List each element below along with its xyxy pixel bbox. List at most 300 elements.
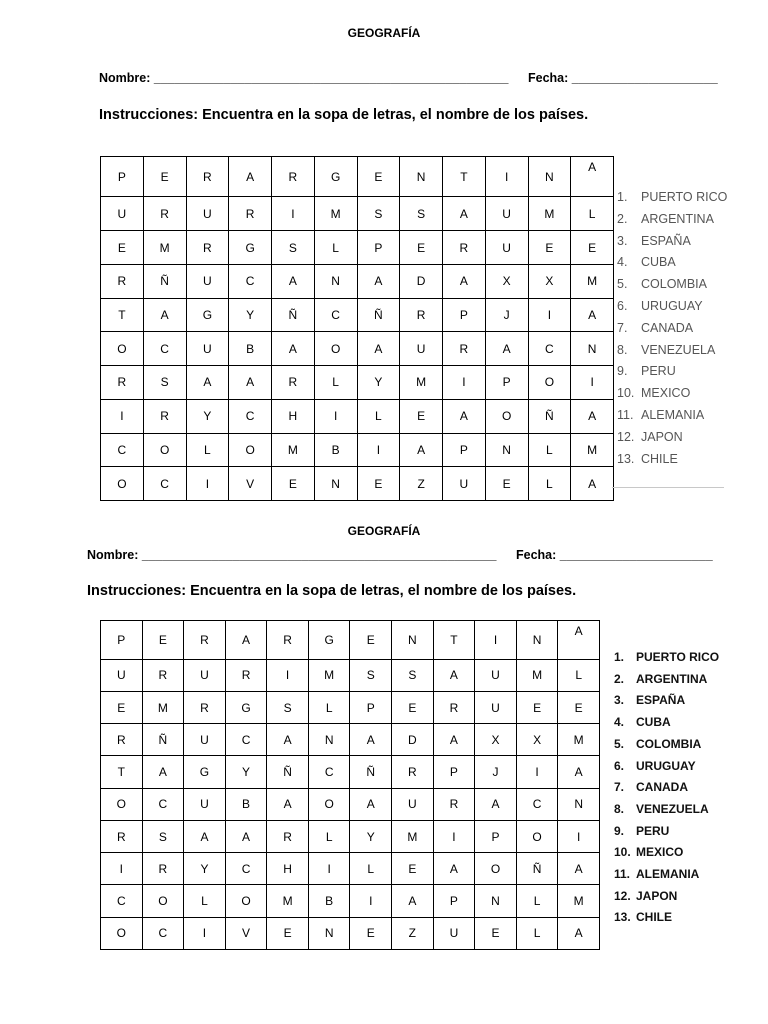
grid-cell: E: [272, 467, 315, 501]
list-number: 6.: [614, 758, 625, 773]
grid-cell: A: [142, 756, 184, 788]
grid-cell: U: [186, 264, 229, 298]
grid-cell: Ñ: [528, 399, 571, 433]
grid-cell: N: [400, 157, 443, 197]
grid-cell: M: [308, 659, 350, 691]
grid-cell: U: [184, 659, 226, 691]
country-item: [617, 231, 727, 253]
grid-cell: S: [143, 366, 186, 400]
grid-cell: A: [186, 366, 229, 400]
grid-cell: O: [485, 399, 528, 433]
country-name: CUBA: [641, 255, 676, 270]
grid-row: [101, 917, 600, 949]
grid-cell: N: [528, 157, 571, 197]
grid-cell: R: [184, 691, 226, 723]
country-item: [614, 777, 719, 799]
grid-cell: C: [143, 332, 186, 366]
grid-cell: J: [475, 756, 517, 788]
grid-cell: I: [443, 366, 486, 400]
grid-cell: I: [101, 399, 144, 433]
grid-cell: R: [229, 197, 272, 231]
grid-cell: A: [400, 433, 443, 467]
grid-cell: S: [142, 820, 184, 852]
word-search-grid: [100, 156, 614, 501]
grid-cell: R: [267, 621, 309, 660]
grid-cell: R: [186, 231, 229, 265]
grid-cell: A: [357, 264, 400, 298]
grid-cell: M: [143, 231, 186, 265]
grid-cell: E: [392, 691, 434, 723]
grid-cell: O: [314, 332, 357, 366]
grid-cell: I: [516, 756, 558, 788]
grid-row: [101, 756, 600, 788]
grid-cell: N: [558, 788, 600, 820]
country-item: [617, 318, 727, 340]
grid-row: [101, 853, 600, 885]
grid-cell: I: [186, 467, 229, 501]
grid-cell: Ñ: [267, 756, 309, 788]
grid-cell: P: [101, 157, 144, 197]
grid-cell: P: [485, 366, 528, 400]
grid-cell: P: [475, 820, 517, 852]
grid-cell: N: [314, 467, 357, 501]
grid-cell: I: [314, 399, 357, 433]
grid-row: [101, 621, 600, 660]
grid-cell: A: [571, 467, 614, 501]
fecha-field: Fecha: _____________________: [528, 71, 718, 85]
country-name: ESPAÑA: [641, 233, 691, 248]
grid-cell: A: [443, 197, 486, 231]
grid-cell: B: [229, 332, 272, 366]
country-name: CHILE: [636, 910, 672, 925]
grid-cell: I: [528, 298, 571, 332]
grid-row: [101, 298, 614, 332]
grid-cell: Ñ: [357, 298, 400, 332]
list-number: 2.: [617, 211, 628, 226]
grid-cell: A: [267, 724, 309, 756]
grid-cell: U: [184, 788, 226, 820]
fecha-field: Fecha: ______________________: [516, 548, 713, 562]
grid-row: [101, 820, 600, 852]
grid-cell: E: [516, 691, 558, 723]
instructions: Instrucciones: Encuentra en la sopa de letras, el nombre de los países.: [87, 583, 577, 599]
grid-cell: T: [101, 298, 144, 332]
grid-cell: I: [308, 853, 350, 885]
country-name: JAPON: [641, 429, 683, 444]
grid-cell: U: [485, 197, 528, 231]
country-item: [614, 799, 719, 821]
list-number: 2.: [614, 671, 625, 686]
grid-cell: A: [229, 366, 272, 400]
grid-cell: M: [267, 885, 309, 917]
country-item: [614, 712, 719, 734]
grid-row: [101, 231, 614, 265]
grid-cell: A: [350, 724, 392, 756]
list-number: 13.: [614, 910, 631, 925]
grid-cell: I: [558, 820, 600, 852]
country-item: [617, 209, 727, 231]
country-item: [617, 383, 727, 405]
country-item: [617, 361, 727, 383]
grid-cell: I: [267, 659, 309, 691]
grid-cell: A: [350, 788, 392, 820]
grid-cell: C: [229, 264, 272, 298]
grid-cell: D: [400, 264, 443, 298]
country-item: [617, 449, 727, 471]
grid-cell: L: [571, 197, 614, 231]
grid-cell: C: [314, 298, 357, 332]
grid-cell: V: [229, 467, 272, 501]
grid-cell: Y: [184, 853, 226, 885]
country-item: [614, 821, 719, 843]
country-name: MEXICO: [636, 845, 684, 860]
grid-cell: U: [101, 659, 143, 691]
grid-cell: O: [516, 820, 558, 852]
grid-cell: X: [475, 724, 517, 756]
grid-cell: A: [558, 621, 600, 660]
country-name: CHILE: [641, 451, 678, 466]
grid-cell: E: [350, 917, 392, 949]
grid-row: [101, 659, 600, 691]
country-name: JAPON: [636, 888, 678, 903]
grid-cell: U: [101, 197, 144, 231]
country-name: VENEZUELA: [636, 801, 709, 816]
grid-cell: U: [433, 917, 475, 949]
grid-cell: S: [392, 659, 434, 691]
country-item: [617, 405, 727, 427]
grid-cell: B: [225, 788, 267, 820]
grid-cell: R: [186, 157, 229, 197]
grid-cell: N: [475, 885, 517, 917]
country-name: ALEMANIA: [636, 867, 700, 882]
country-name: CUBA: [636, 715, 671, 730]
grid-cell: A: [272, 332, 315, 366]
grid-cell: N: [392, 621, 434, 660]
grid-cell: R: [392, 756, 434, 788]
grid-cell: Ñ: [272, 298, 315, 332]
instructions: Instrucciones: Encuentra en la sopa de letras, el nombre de los países.: [99, 107, 589, 123]
grid-cell: A: [558, 917, 600, 949]
list-number: 8.: [617, 342, 628, 357]
grid-cell: O: [229, 433, 272, 467]
country-name: PUERTO RICO: [636, 650, 720, 664]
country-item: [617, 296, 727, 318]
grid-cell: E: [267, 917, 309, 949]
grid-row: [101, 724, 600, 756]
country-name: MEXICO: [641, 386, 691, 401]
grid-cell: Ñ: [143, 264, 186, 298]
grid-cell: U: [392, 788, 434, 820]
grid-cell: L: [350, 853, 392, 885]
grid-cell: R: [225, 659, 267, 691]
grid-cell: I: [433, 820, 475, 852]
grid-cell: A: [225, 621, 267, 660]
grid-cell: A: [433, 853, 475, 885]
country-list: [617, 187, 727, 470]
country-item: [614, 842, 719, 864]
grid-cell: X: [528, 264, 571, 298]
grid-cell: P: [101, 621, 143, 660]
country-item: [617, 427, 727, 449]
grid-cell: C: [225, 724, 267, 756]
grid-cell: A: [433, 724, 475, 756]
grid-cell: V: [225, 917, 267, 949]
grid-cell: P: [443, 298, 486, 332]
grid-cell: H: [267, 853, 309, 885]
list-number: 4.: [617, 255, 628, 270]
grid-cell: C: [101, 885, 143, 917]
grid-cell: M: [516, 659, 558, 691]
grid-cell: O: [308, 788, 350, 820]
grid-cell: S: [350, 659, 392, 691]
grid-cell: L: [357, 399, 400, 433]
grid-cell: Y: [357, 366, 400, 400]
grid-cell: E: [350, 621, 392, 660]
grid-cell: A: [558, 756, 600, 788]
country-item: [614, 886, 719, 908]
grid-cell: R: [267, 820, 309, 852]
grid-cell: U: [443, 467, 486, 501]
grid-cell: C: [229, 399, 272, 433]
grid-cell: G: [314, 157, 357, 197]
country-item: [614, 907, 719, 929]
grid-cell: R: [101, 724, 143, 756]
grid-cell: I: [357, 433, 400, 467]
grid-cell: B: [314, 433, 357, 467]
grid-cell: Y: [186, 399, 229, 433]
list-number: 12.: [617, 429, 635, 444]
grid-cell: U: [475, 691, 517, 723]
list-number: 3.: [617, 233, 628, 248]
grid-cell: G: [186, 298, 229, 332]
country-name: ARGENTINA: [636, 671, 708, 686]
grid-cell: E: [101, 231, 144, 265]
list-number: 11.: [614, 867, 631, 882]
list-number: 5.: [617, 277, 628, 292]
grid-cell: G: [308, 621, 350, 660]
grid-cell: I: [475, 621, 517, 660]
grid-cell: M: [314, 197, 357, 231]
grid-cell: M: [392, 820, 434, 852]
grid-cell: E: [143, 157, 186, 197]
grid-cell: S: [267, 691, 309, 723]
country-name: CANADA: [641, 320, 694, 335]
grid-cell: Y: [229, 298, 272, 332]
country-item: [614, 669, 719, 691]
list-number: 1.: [617, 190, 628, 204]
word-search-grid: [100, 620, 600, 950]
country-item: [617, 340, 727, 362]
grid-cell: G: [184, 756, 226, 788]
grid-cell: I: [571, 366, 614, 400]
grid-cell: R: [433, 691, 475, 723]
grid-cell: P: [433, 885, 475, 917]
grid-cell: N: [314, 264, 357, 298]
grid-cell: E: [357, 467, 400, 501]
grid-cell: N: [308, 917, 350, 949]
grid-cell: C: [142, 788, 184, 820]
grid-cell: O: [475, 853, 517, 885]
grid-cell: A: [558, 853, 600, 885]
grid-cell: C: [142, 917, 184, 949]
grid-cell: T: [433, 621, 475, 660]
country-name: URUGUAY: [636, 758, 696, 773]
grid-cell: P: [443, 433, 486, 467]
grid-cell: C: [308, 756, 350, 788]
grid-cell: S: [357, 197, 400, 231]
country-item: [614, 864, 719, 886]
grid-cell: U: [186, 197, 229, 231]
grid-cell: D: [392, 724, 434, 756]
list-number: 7.: [614, 780, 625, 795]
list-number: 1.: [614, 650, 625, 664]
grid-cell: E: [142, 621, 184, 660]
page-title: GEOGRAFÍA: [347, 524, 421, 538]
grid-cell: L: [528, 433, 571, 467]
grid-cell: A: [267, 788, 309, 820]
nombre-field: Nombre: ___________________________________________________: [99, 71, 509, 85]
grid-cell: A: [184, 820, 226, 852]
grid-cell: E: [475, 917, 517, 949]
grid-cell: G: [229, 231, 272, 265]
country-list: [614, 647, 719, 929]
country-item: [614, 734, 719, 756]
grid-row: [101, 433, 614, 467]
country-name: COLOMBIA: [641, 277, 707, 292]
grid-cell: M: [142, 691, 184, 723]
grid-row: [101, 691, 600, 723]
grid-row: [101, 197, 614, 231]
grid-cell: N: [516, 621, 558, 660]
grid-cell: A: [485, 332, 528, 366]
grid-cell: R: [272, 157, 315, 197]
grid-row: [101, 264, 614, 298]
country-item: [614, 647, 719, 669]
grid-cell: I: [184, 917, 226, 949]
list-number: 10.: [617, 386, 635, 401]
grid-cell: A: [229, 157, 272, 197]
grid-cell: P: [357, 231, 400, 265]
grid-cell: M: [571, 264, 614, 298]
grid-cell: O: [101, 917, 143, 949]
grid-cell: X: [516, 724, 558, 756]
grid-cell: A: [392, 885, 434, 917]
grid-row: [101, 399, 614, 433]
grid-cell: O: [101, 467, 144, 501]
country-name: COLOMBIA: [636, 736, 702, 751]
grid-cell: P: [350, 691, 392, 723]
grid-cell: A: [571, 298, 614, 332]
grid-cell: M: [558, 885, 600, 917]
country-name: PERU: [636, 823, 670, 838]
country-item: [617, 187, 727, 209]
grid-cell: A: [357, 332, 400, 366]
list-number: 3.: [614, 693, 625, 708]
grid-cell: A: [443, 264, 486, 298]
grid-cell: L: [528, 467, 571, 501]
list-number: 9.: [617, 364, 628, 379]
list-number: 11.: [617, 407, 634, 422]
grid-cell: O: [143, 433, 186, 467]
country-name: ALEMANIA: [641, 407, 705, 422]
grid-cell: A: [272, 264, 315, 298]
grid-cell: R: [143, 399, 186, 433]
grid-cell: N: [485, 433, 528, 467]
grid-cell: R: [142, 853, 184, 885]
list-number: 6.: [617, 298, 628, 313]
list-number: 8.: [614, 801, 625, 816]
grid-cell: O: [142, 885, 184, 917]
grid-cell: R: [101, 366, 144, 400]
grid-cell: R: [272, 366, 315, 400]
grid-cell: A: [571, 399, 614, 433]
grid-cell: I: [272, 197, 315, 231]
grid-cell: A: [143, 298, 186, 332]
grid-cell: A: [571, 157, 614, 197]
grid-cell: R: [400, 298, 443, 332]
grid-cell: Z: [392, 917, 434, 949]
list-number: 10.: [614, 845, 631, 860]
country-item: [614, 756, 719, 778]
grid-cell: Ñ: [350, 756, 392, 788]
grid-cell: E: [558, 691, 600, 723]
list-number: 7.: [617, 320, 628, 335]
list-number: 9.: [614, 823, 625, 838]
grid-cell: E: [400, 399, 443, 433]
country-name: PUERTO RICO: [641, 190, 728, 204]
country-name: VENEZUELA: [641, 342, 716, 357]
grid-cell: M: [272, 433, 315, 467]
grid-cell: C: [528, 332, 571, 366]
grid-cell: H: [272, 399, 315, 433]
grid-cell: M: [400, 366, 443, 400]
grid-cell: U: [400, 332, 443, 366]
grid-cell: T: [101, 756, 143, 788]
divider: [612, 487, 724, 488]
grid-cell: O: [225, 885, 267, 917]
grid-cell: A: [225, 820, 267, 852]
grid-cell: R: [143, 197, 186, 231]
list-number: 5.: [614, 736, 625, 751]
grid-cell: U: [186, 332, 229, 366]
grid-cell: P: [433, 756, 475, 788]
country-item: [614, 690, 719, 712]
grid-cell: L: [558, 659, 600, 691]
grid-cell: B: [308, 885, 350, 917]
grid-cell: J: [485, 298, 528, 332]
grid-cell: R: [142, 659, 184, 691]
grid-cell: U: [475, 659, 517, 691]
page-title: GEOGRAFÍA: [347, 26, 421, 40]
grid-cell: A: [433, 659, 475, 691]
grid-cell: L: [516, 917, 558, 949]
grid-cell: Y: [350, 820, 392, 852]
grid-row: [101, 885, 600, 917]
grid-cell: E: [528, 231, 571, 265]
grid-row: [101, 366, 614, 400]
list-number: 4.: [614, 715, 625, 730]
grid-cell: L: [314, 231, 357, 265]
grid-cell: E: [571, 231, 614, 265]
country-name: ARGENTINA: [641, 211, 714, 226]
grid-cell: S: [272, 231, 315, 265]
grid-cell: L: [184, 885, 226, 917]
country-name: PERU: [641, 364, 676, 379]
grid-cell: M: [528, 197, 571, 231]
country-item: [617, 274, 727, 296]
nombre-field: Nombre: ___________________________________________________: [87, 548, 497, 562]
grid-cell: R: [443, 332, 486, 366]
